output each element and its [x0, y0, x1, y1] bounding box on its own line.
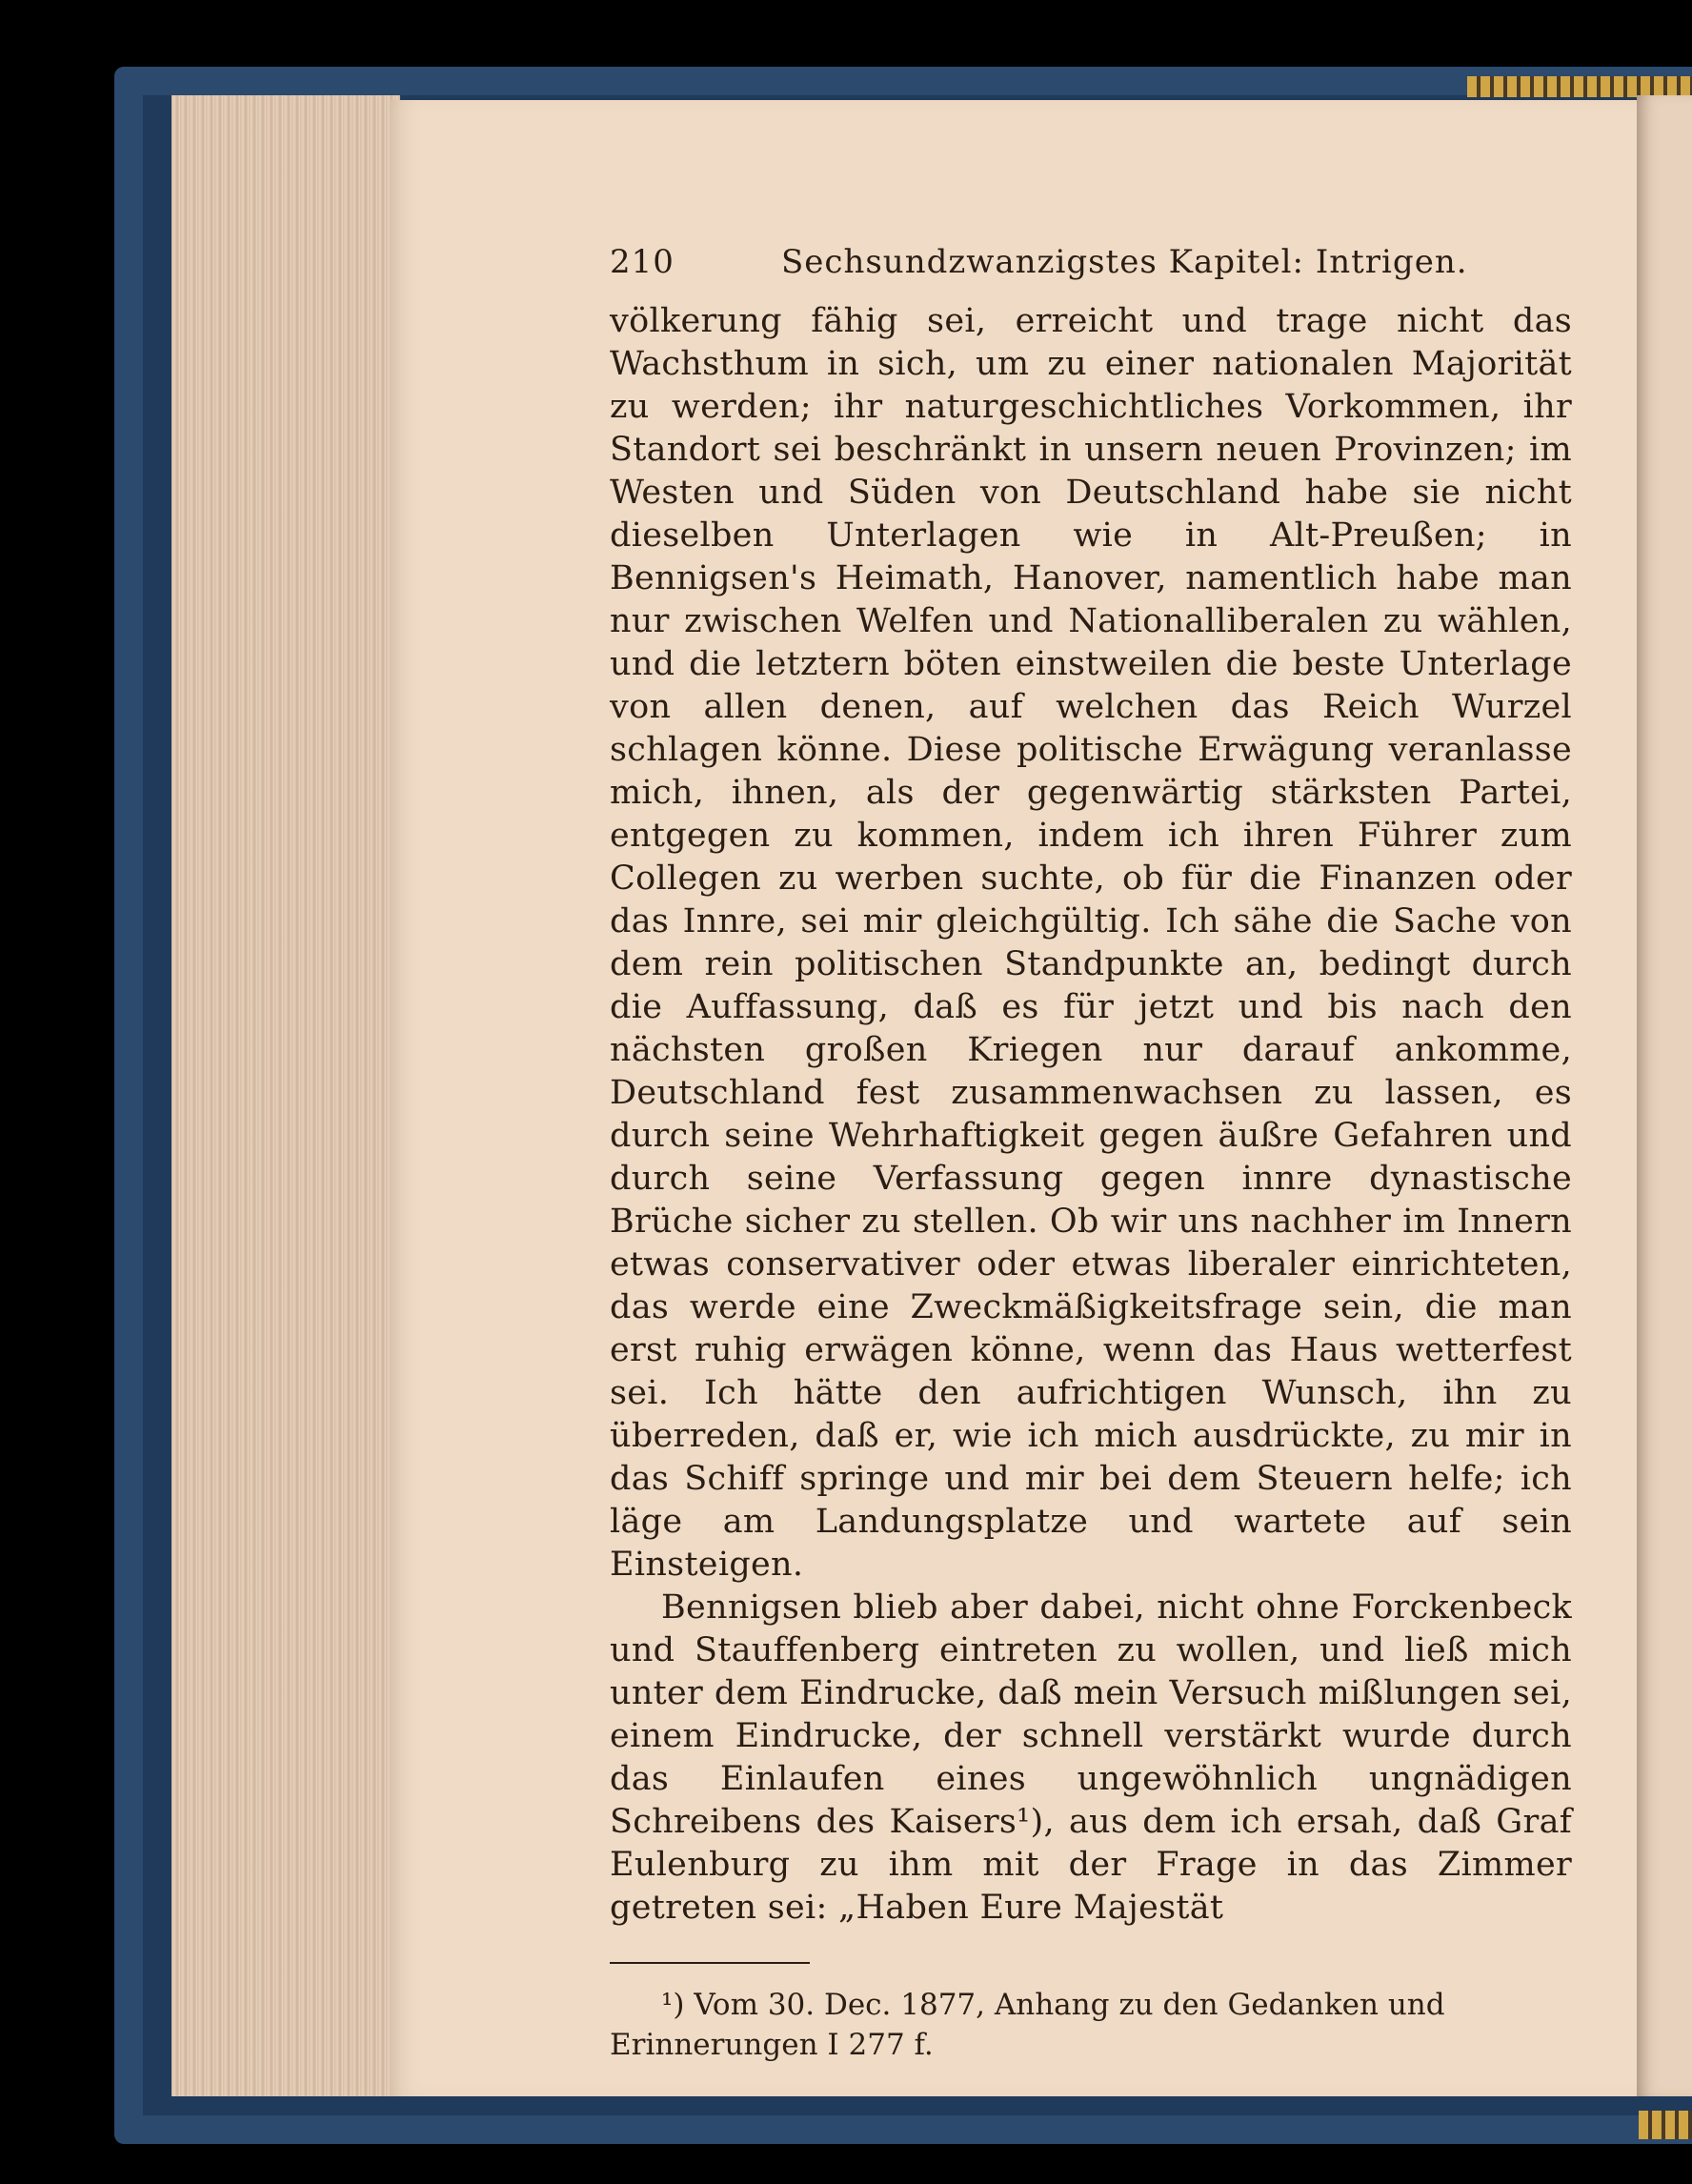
- headband-bottom: [1639, 2111, 1692, 2139]
- footnote: ¹) Vom 30. Dec. 1877, Anhang zu den Gedanken und Erinnerungen I 277 f.: [610, 1988, 1445, 2062]
- headband-top: [1467, 76, 1692, 97]
- body-text: [610, 300, 1572, 1930]
- paragraph: völkerung fähig sei, erreicht und trage nicht das Wachsthum in sich, um zu einer nationalen Majorität zu werden; ihr naturgeschichtliches Vorkommen, ihr Standort sei beschränkt in unsern neuen Provinzen; im Westen und Süden von Deutschland habe sie nicht dieselben Unterlagen wie in Alt-Preußen; in Bennigsen's Heimath, Hanover, namentlich habe man nur zwischen Welfen und Nationalliberalen zu wählen, und die letztern böten einstweilen die beste Unterlage von allen denen, auf welchen das Reich Wurzel schlagen könne. Diese politische Erwägung veranlasse mich, ihnen, als der gegenwärtig stärksten Partei, entgegen zu kommen, indem ich ihren Führer zum Collegen zu werben suchte, ob für die Finanzen oder das Innre, sei mir gleichgültig. Ich sähe die Sache von dem rein politischen Standpunkte an, bedingt durch die Auffassung, daß es für jetzt und bis nach den nächsten großen Kriegen nur darauf ankomme, Deutschland fest zusammenwachsen zu lassen, es durch seine Wehrhaftigkeit gegen äußre Gefahren und durch seine Verfassung gegen innre dynastische Brüche sicher zu stellen. Ob wir uns nachher im Innern etwas conservativer oder etwas liberaler einrichteten, das werde eine Zweckmäßigkeitsfrage sein, die man erst ruhig erwägen könne, wenn das Haus wetterfest sei. Ich hätte den aufrichtigen Wunsch, ihn zu überreden, daß er, wie ich mich ausdrückte, zu mir in das Schiff springe und mir bei dem Steuern helfe; ich läge am Landungsplatze und wartete auf sein Einsteigen.: [610, 302, 1572, 1584]
- page-number: 210: [610, 243, 675, 281]
- footnote-divider: [610, 1962, 810, 1964]
- running-title: Sechsundzwanzigstes Kapitel: Intrigen.: [781, 243, 1468, 281]
- page-edges: [171, 95, 400, 2096]
- page-header: [610, 243, 1572, 300]
- facing-page-edge: [1637, 95, 1692, 2096]
- paragraph: Bennigsen blieb aber dabei, nicht ohne Forckenbeck und Stauffenberg eintreten zu wollen, und ließ mich unter dem Eindrucke, daß mein Versuch mißlungen sei, einem Eindrucke, der schnell verstärkt wurde durch das Einlaufen eines ungewöhnlich ungnädigen Schreibens des Kaisers¹), aus dem ich ersah, daß Graf Eulenburg zu ihm mit der Frage in das Zimmer getreten sei: „Haben Eure Majestät: [610, 1588, 1572, 1927]
- page-content: [610, 243, 1572, 2065]
